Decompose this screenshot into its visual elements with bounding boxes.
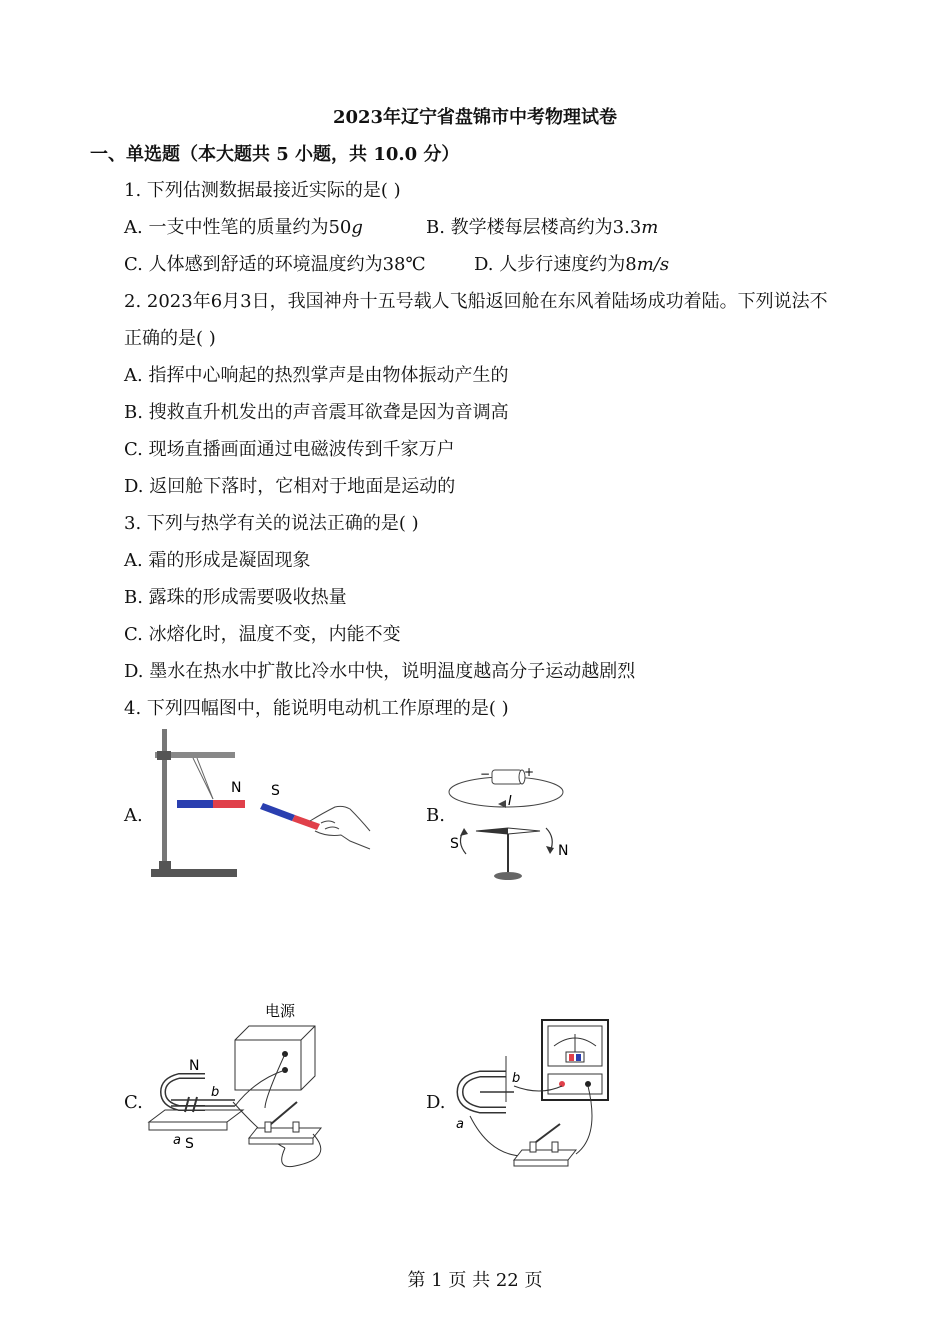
q2-option-b: B. 搜救直升机发出的声音震耳欲聋是因为音调高 xyxy=(124,402,509,423)
label-plus: + xyxy=(524,765,535,779)
q1-option-b-unit: m xyxy=(641,217,659,238)
q2-option-a: A. 指挥中心响起的热烈掌声是由物体振动产生的 xyxy=(124,365,509,386)
label-b: b xyxy=(211,1085,220,1100)
label-s: S xyxy=(185,1136,194,1152)
label-n: N xyxy=(231,780,242,796)
hanging-magnet-south xyxy=(177,800,213,808)
q1-option-d-text: D. 人步行速度约为8 xyxy=(474,254,637,275)
figure-a-magnet-stand xyxy=(145,725,375,885)
label-current: I xyxy=(508,794,512,809)
exam-title: 2023年辽宁省盘锦市中考物理试卷 xyxy=(332,107,618,128)
label-a: a xyxy=(456,1117,464,1132)
q3-option-c: C. 冰熔化时，温度不变，内能不变 xyxy=(124,624,401,645)
label-a: a xyxy=(173,1133,181,1148)
figure-c-motor-rails xyxy=(145,998,335,1178)
figure-b-oersted xyxy=(440,762,580,884)
meter-magnet-south xyxy=(576,1054,581,1061)
label-s: S xyxy=(271,783,280,799)
section-heading: 一、单选题（本大题共 5 小题，共 10.0 分） xyxy=(90,144,460,165)
label-b: b xyxy=(512,1071,521,1086)
figure-c-label: C. xyxy=(124,1092,143,1113)
q1-option-a xyxy=(124,213,363,239)
hanging-magnet-north xyxy=(213,800,245,808)
page-footer: 第 1 页 共 22 页 xyxy=(407,1270,543,1291)
figure-d-label: D. xyxy=(426,1092,446,1113)
q1-option-d xyxy=(474,250,669,276)
q4-stem: 4. 下列四幅图中，能说明电动机工作原理的是( ) xyxy=(124,698,509,719)
q1-option-a-unit: g xyxy=(351,217,363,238)
figure-b-label: B. xyxy=(426,805,445,826)
q2-option-c: C. 现场直播画面通过电磁波传到千家万户 xyxy=(124,439,455,460)
label-s: S xyxy=(450,836,459,852)
label-n: N xyxy=(558,843,569,859)
q2-stem-line2: 正确的是( ) xyxy=(124,328,216,349)
q1-option-d-unit: m/s xyxy=(636,254,670,275)
q2-option-d: D. 返回舱下落时，它相对于地面是运动的 xyxy=(124,476,456,497)
meter-magnet-north xyxy=(569,1054,574,1061)
q1-option-b-text: B. 教学楼每层楼高约为3.3 xyxy=(426,217,642,238)
q3-stem: 3. 下列与热学有关的说法正确的是( ) xyxy=(124,513,419,534)
q3-option-b: B. 露珠的形成需要吸收热量 xyxy=(124,587,347,608)
q1-option-c: C. 人体感到舒适的环境温度约为38℃ xyxy=(124,254,426,275)
q1-option-a-text: A. 一支中性笔的质量约为50 xyxy=(124,217,352,238)
q1-option-b xyxy=(426,213,658,239)
label-n: N xyxy=(189,1058,200,1074)
q3-option-d: D. 墨水在热水中扩散比冷水中快，说明温度越高分子运动越剧烈 xyxy=(124,661,636,682)
q2-stem-line1: 2. 2023年6月3日，我国神舟十五号载人飞船返回舱在东风着陆场成功着陆。下列说法不 xyxy=(124,291,828,312)
label-minus: − xyxy=(480,767,491,781)
q1-stem: 1. 下列估测数据最接近实际的是( ) xyxy=(124,180,401,201)
q3-option-a: A. 霜的形成是凝固现象 xyxy=(124,550,311,571)
figure-a-label: A. xyxy=(124,805,143,826)
figure-d-generator-galvanometer xyxy=(450,1016,620,1176)
label-power: 电源 xyxy=(265,1002,296,1020)
hand-magnet-south xyxy=(260,803,295,821)
